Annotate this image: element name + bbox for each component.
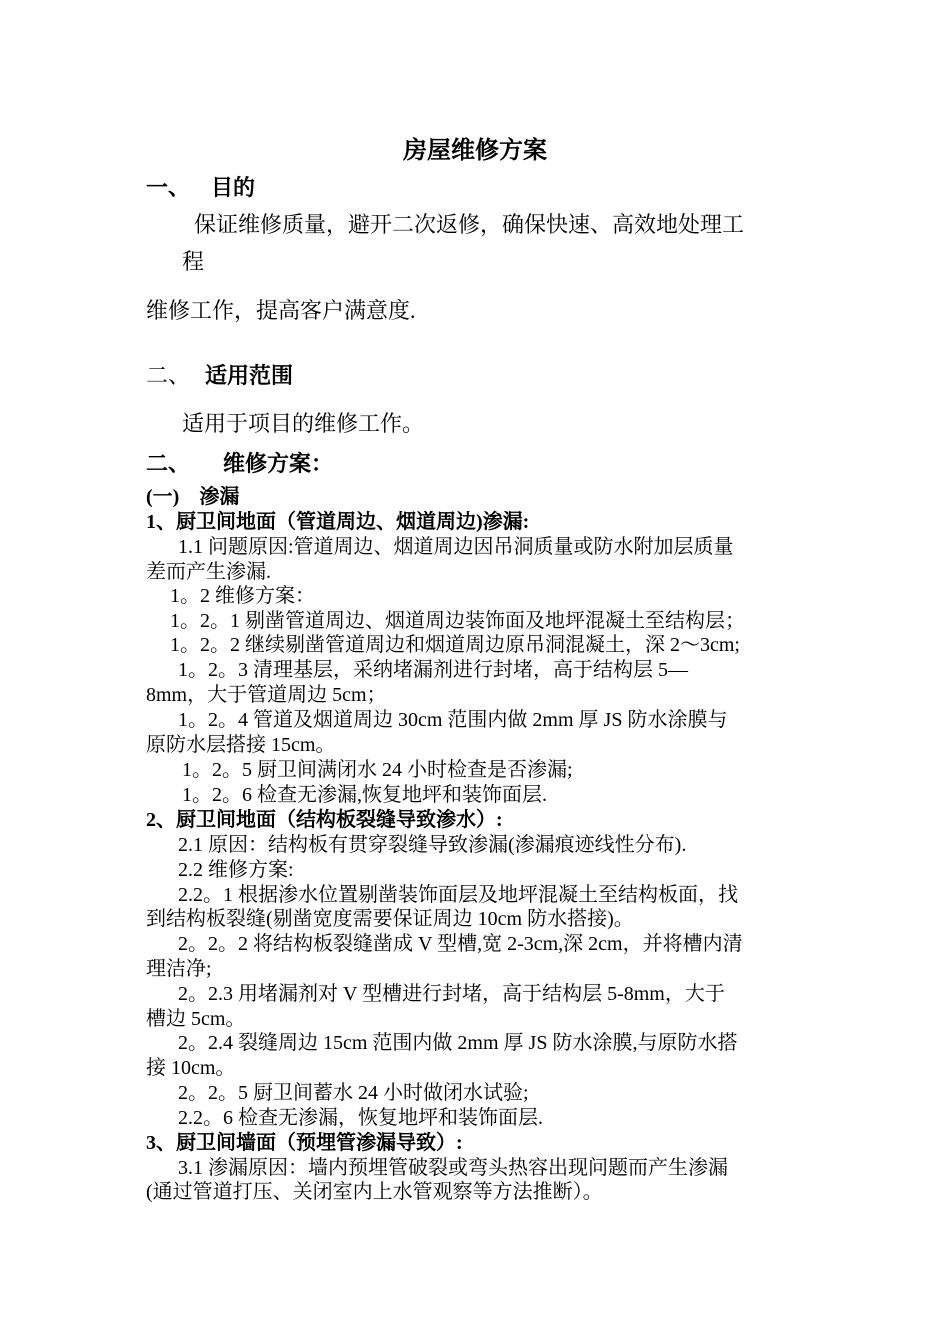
section-2-paragraph: 适用于项目的维修工作。 <box>182 411 425 436</box>
item-2-line: 2.2。1 根据渗水位置剔凿装饰面层及地坪混凝土至结构板面，找 <box>178 884 738 906</box>
item-1-line: 差而产生渗漏. <box>146 561 271 583</box>
section-2-heading: 适用范围 <box>205 363 294 388</box>
item-2-line: 2.2 维修方案: <box>178 859 294 881</box>
section-3-heading: 维修方案： <box>223 451 334 476</box>
item-1-line: 8mm，大于管道周边 5cm； <box>146 684 387 706</box>
section-1-paragraph-line: 维修工作，提高客户满意度. <box>146 298 416 323</box>
item-1-line: 1。2。2 继续剔凿管道周边和烟道周边原吊洞混凝土，深 2～3cm; <box>170 634 740 656</box>
item-2-line: 2。2.3 用堵漏剂对 V 型槽进行封堵，高于结构层 5-8mm，大于 <box>178 983 725 1005</box>
document-title: 房屋维修方案 <box>403 138 547 164</box>
item-2-line: 2。2.4 裂缝周边 15cm 范围内做 2mm 厚 JS 防水涂膜,与原防水搭 <box>178 1032 738 1054</box>
item-1-line: 1。2。6 检查无渗漏,恢复地坪和装饰面层. <box>182 784 547 806</box>
item-2-line: 接 10cm。 <box>146 1057 236 1079</box>
item-1-line: 原防水层搭接 15cm。 <box>146 734 336 756</box>
item-1-line: 1。2 维修方案： <box>170 585 315 607</box>
item-3-line: 3.1 渗漏原因：墙内预埋管破裂或弯头热容出现问题而产生渗漏 <box>178 1157 728 1179</box>
item-2-line: 2.1 原因：结构板有贯穿裂缝导致渗漏(渗漏痕迹线性分布). <box>178 834 687 856</box>
section-1-paragraph-line: 程 <box>182 249 205 274</box>
section-2-number: 二、 <box>146 363 191 388</box>
section-1-heading: 目的 <box>211 175 256 200</box>
item-1-line: 1。2。4 管道及烟道周边 30cm 范围内做 2mm 厚 JS 防水涂膜与 <box>178 709 728 731</box>
item-1-line: 1。2。1 剔凿管道周边、烟道周边装饰面及地坪混凝土至结构层； <box>170 610 745 632</box>
item-2-line: 2。2。2 将结构板裂缝凿成 V 型槽,宽 2-3cm,深 2cm，并将槽内清 <box>178 933 743 955</box>
item-2-line: 2.2。6 检查无渗漏，恢复地坪和装饰面层. <box>178 1107 543 1129</box>
section-1-number: 一、 <box>146 175 191 200</box>
item-1-line: 1.1 问题原因:管道周边、烟道周边因吊洞质量或防水附加层质量 <box>178 536 734 558</box>
item-2-heading: 2、厨卫间地面（结构板裂缝导致渗水）: <box>146 809 503 831</box>
item-2-line: 2。2。5 厨卫间蓄水 24 小时做闭水试验; <box>178 1082 529 1104</box>
subsection-heading: (一) 渗漏 <box>146 486 240 508</box>
item-1-line: 1。2。5 厨卫间满闭水 24 小时检查是否渗漏; <box>182 759 573 781</box>
section-1-paragraph-line: 保证维修质量，避开二次返修，确保快速、高效地处理工 <box>194 212 745 237</box>
item-2-line: 槽边 5cm。 <box>146 1008 246 1030</box>
section-3-number: 二、 <box>146 451 191 476</box>
item-1-heading: 1、厨卫间地面（管道周边、烟道周边)渗漏: <box>146 511 530 533</box>
item-3-heading: 3、厨卫间墙面（预埋管渗漏导致）: <box>146 1132 463 1154</box>
item-1-line: 1。2。3 清理基层，采纳堵漏剂进行封堵，高于结构层 5— <box>178 659 688 681</box>
item-2-line: 理洁净; <box>146 958 212 980</box>
item-2-line: 到结构板裂缝(剔凿宽度需要保证周边 10cm 防水搭接)。 <box>146 908 634 930</box>
item-3-line: (通过管道打压、关闭室内上水管观察等方法推断）。 <box>146 1181 603 1203</box>
